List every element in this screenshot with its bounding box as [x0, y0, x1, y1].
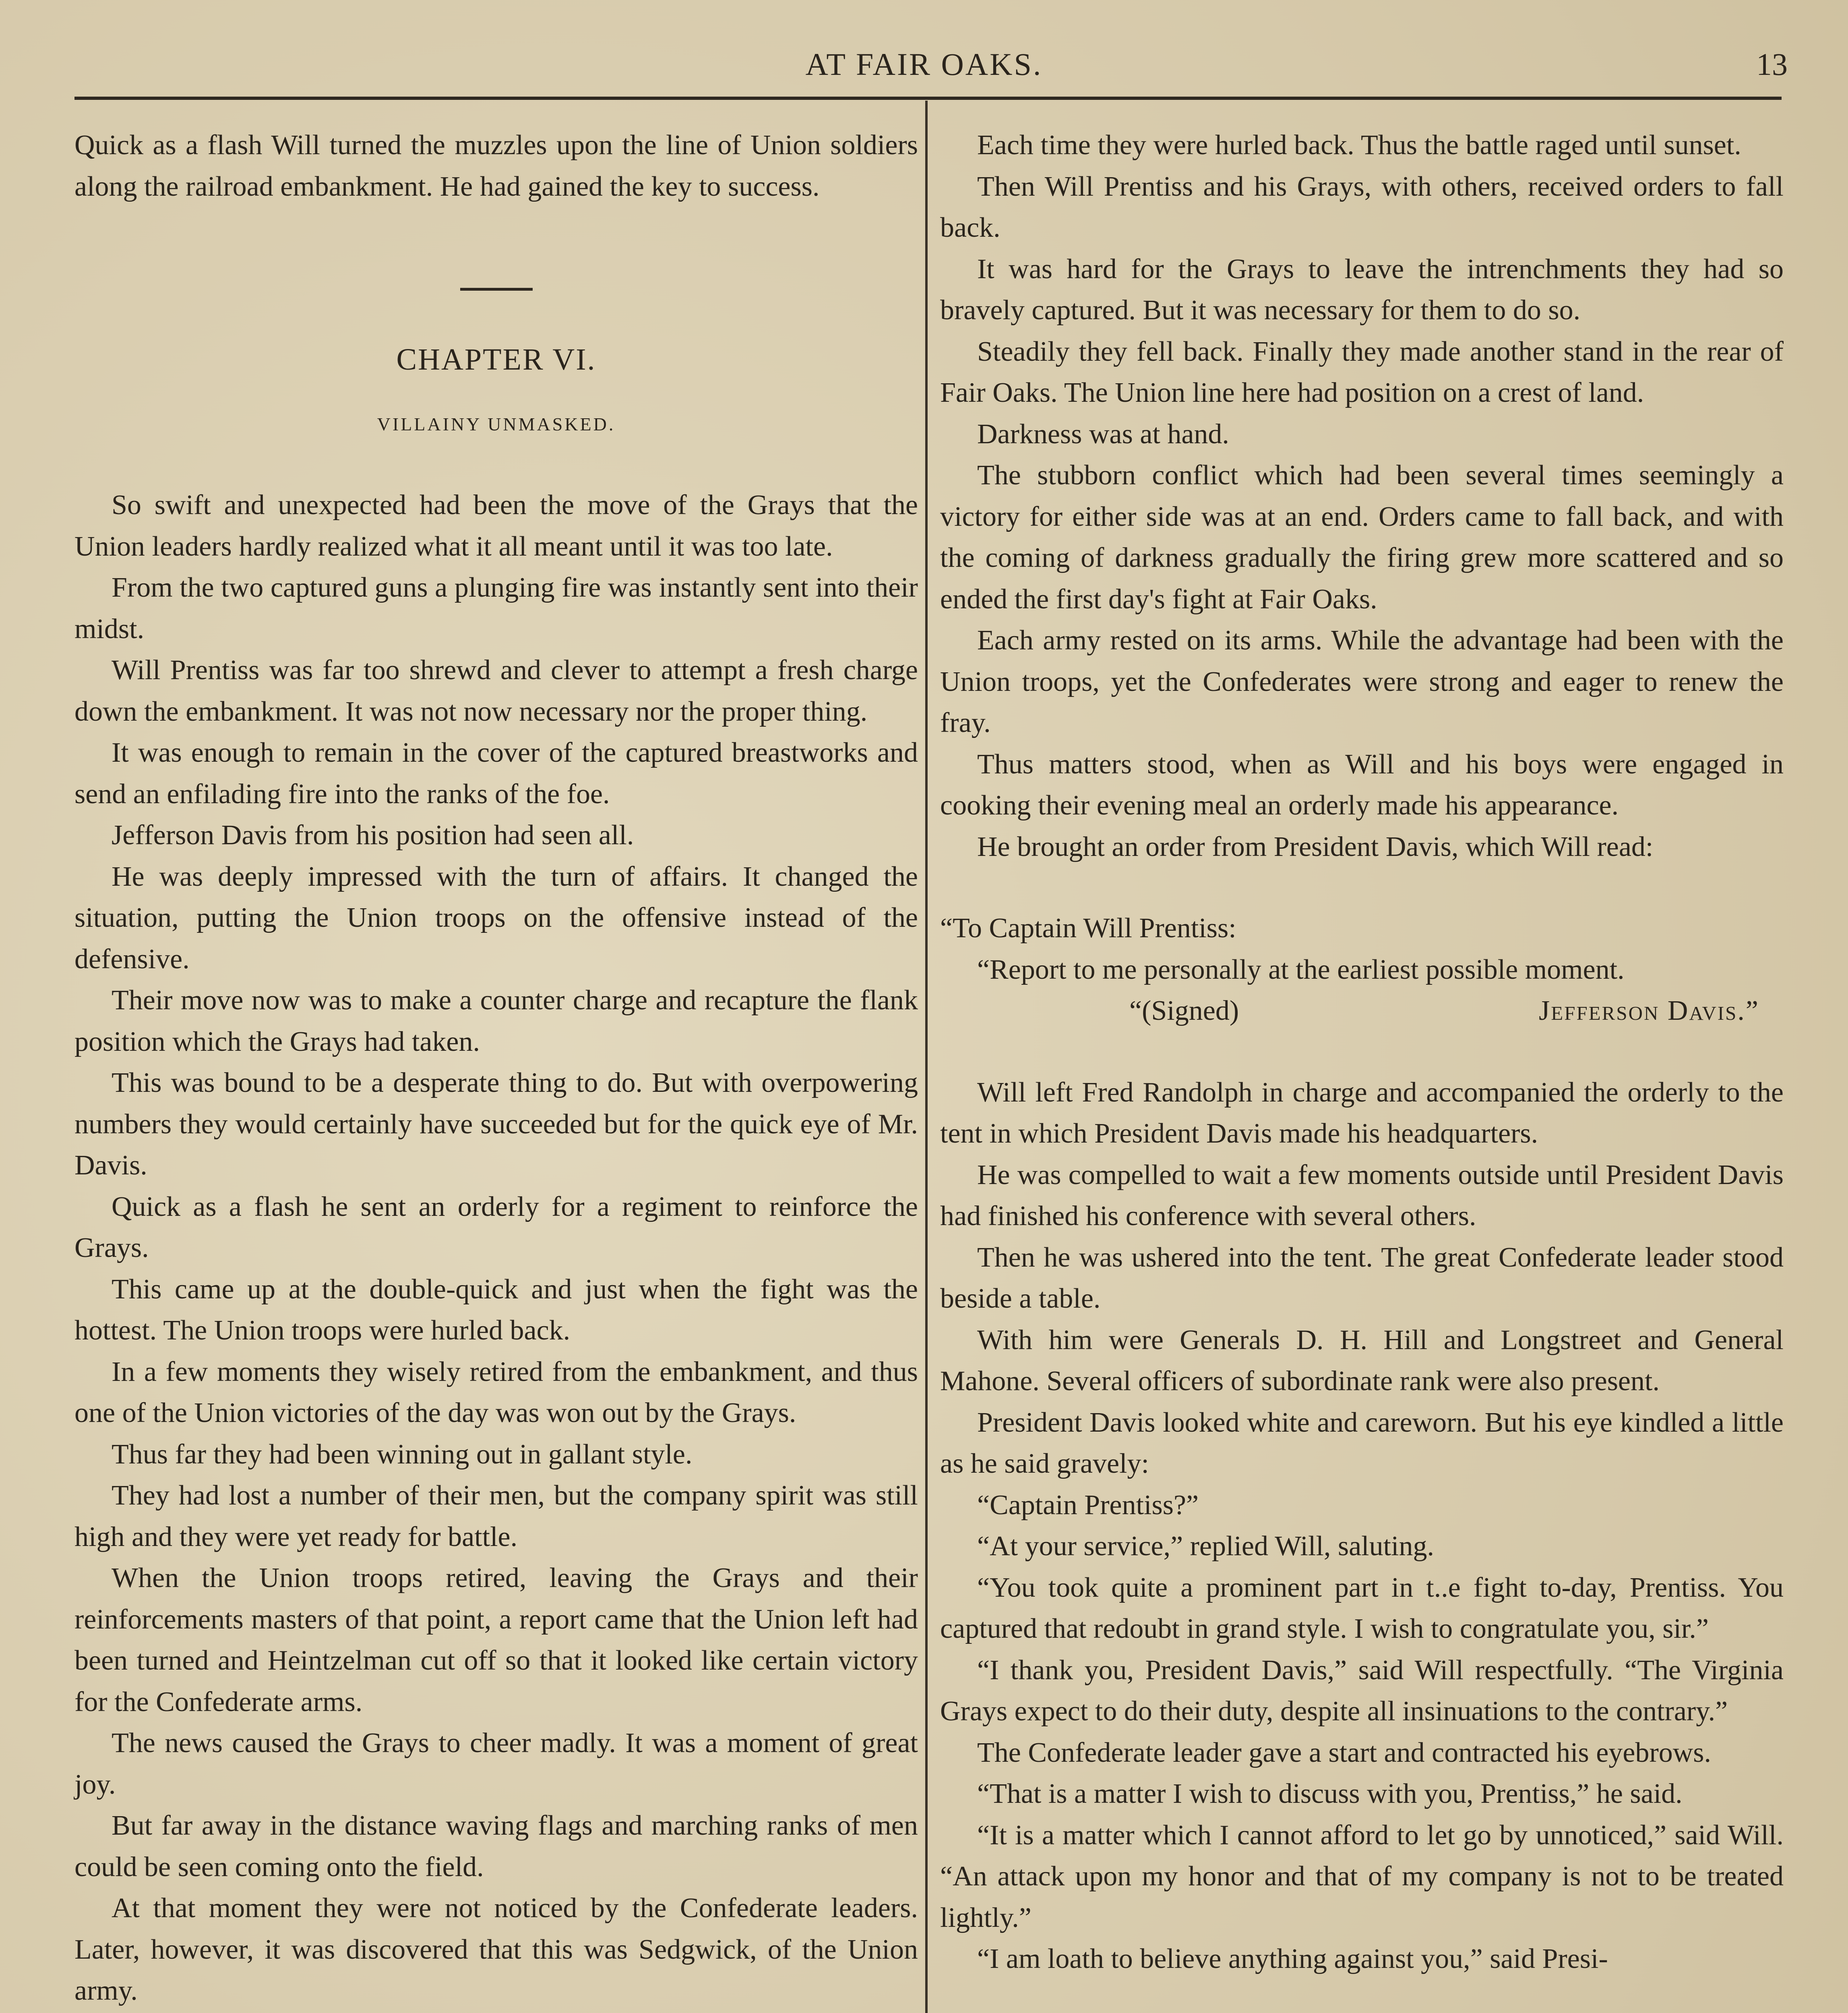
paragraph: “Captain Prentiss?”: [977, 1489, 1199, 1521]
paragraph: Then Will Prentiss and his Grays, with others, received orders to fall back.: [940, 171, 1784, 243]
paragraph: Thus matters stood, when as Will and his boys were engaged in cooking their evening meal an orderly made his appearance.: [940, 748, 1784, 821]
paragraph: Then he was ushered into the tent. The great Confederate leader stood beside a table.: [940, 1242, 1784, 1314]
paragraph: “That is a matter I wish to discuss with you, Prentiss,” he said.: [977, 1778, 1683, 1809]
paragraph: Quick as a flash he sent an orderly for a regiment to reinforce the Grays.: [74, 1191, 918, 1263]
paragraph: Thus far they had been winning out in gallant style.: [112, 1438, 692, 1470]
paragraph: With him were Generals D. H. Hill and Longstreet and General Mahone. Several officers of subordinate rank were also present.: [940, 1324, 1784, 1397]
letter-body: “Report to me personally at the earliest possible moment.: [977, 954, 1625, 985]
opening-paragraph: Quick as a flash Will turned the muzzles upon the line of Union soldiers along the railroad embankment. He had gained the key to success.: [74, 130, 918, 202]
paragraph: They had lost a number of their men, but the company spirit was still high and they were yet ready for battle.: [74, 1480, 918, 1552]
letter-signature: Jefferson Davis.”: [1539, 995, 1759, 1026]
paragraph: The news caused the Grays to cheer madly. It was a moment of great joy.: [74, 1728, 918, 1800]
paragraph: It was enough to remain in the cover of the captured breastworks and send an enfilading fire into the ranks of the foe.: [74, 737, 918, 810]
paragraph: President Davis looked white and careworn. But his eye kindled a little as he said gravely:: [940, 1407, 1784, 1479]
paragraph: Steadily they fell back. Finally they made another stand in the rear of Fair Oaks. The Union line here had position on a crest of land.: [940, 336, 1784, 408]
letter-block: [940, 908, 1784, 1032]
paragraph: Each time they were hurled back. Thus the battle raged until sunset.: [977, 130, 1741, 161]
paragraph: When the Union troops retired, leaving the Grays and their reinforcements masters of that point, a report came that the Union left had been turned and Heintzelman cut off so that it looked like certain victory for the Confederate arms.: [74, 1562, 918, 1717]
paragraph: At that moment they were not noticed by the Confederate leaders. Later, however, it was discovered that this was Sedgwick, of the Union army.: [74, 1893, 918, 2006]
paragraph: But far away in the distance waving flags and marching ranks of men could be seen coming onto the field.: [74, 1810, 918, 1883]
paragraph: The stubborn conflict which had been several times seemingly a victory for either side was at an end. Orders came to fall back, and with the coming of darkness gradually the firing grew more scattered and so ended the first day's fight at Fair Oaks.: [940, 460, 1784, 615]
paragraph: Their move now was to make a counter charge and recapture the flank position which the Grays had taken.: [74, 985, 918, 1057]
paragraph: “I am loath to believe anything against you,” said Presi-: [977, 1943, 1608, 1974]
letter-salutation: “To Captain Will Prentiss:: [940, 913, 1236, 944]
paragraph: Each army rested on its arms. While the advantage had been with the Union troops, yet the Confederates were strong and eager to renew the fray.: [940, 625, 1784, 738]
paragraph: “At your service,” replied Will, saluting.: [977, 1531, 1435, 1562]
paragraph: This came up at the double-quick and just when the fight was the hottest. The Union troops were hurled back.: [74, 1273, 918, 1346]
letter-signature-line: [940, 990, 1784, 1032]
left-column: [74, 125, 918, 2013]
paragraph: “It is a matter which I cannot afford to let go by unnoticed,” said Will. “An attack upon my honor and that of my company is not to be treated lightly.”: [940, 1819, 1784, 1933]
paragraph: [74, 2012, 918, 2013]
paragraph: “I thank you, President Davis,” said Will respectfully. “The Virginia Grays expect to do their duty, despite all insinuations to the contrary.”: [940, 1654, 1784, 1727]
paragraph: This was bound to be a desperate thing to do. But with overpowering numbers they would certainly have succeeded but for the quick eye of Mr. Davis.: [74, 1067, 918, 1181]
running-head: [0, 42, 1848, 87]
paragraph: The Confederate leader gave a start and contracted his eyebrows.: [977, 1737, 1712, 1768]
chapter-title: CHAPTER VI.: [396, 343, 596, 376]
paragraph: “You took quite a prominent part in t..e fight to-day, Prentiss. You captured that redoubt in grand style. I wish to congratulate you, sir.”: [940, 1572, 1784, 1644]
column-divider: [925, 101, 928, 2013]
paragraph: Darkness was at hand.: [977, 418, 1229, 450]
letter-spacer: [940, 868, 1784, 908]
letter-spacer: [940, 1032, 1784, 1072]
paragraph: He was deeply impressed with the turn of affairs. It changed the situation, putting the Union troops on the offensive instead of the defensive.: [74, 861, 918, 975]
paragraph: In a few moments they wisely retired from the embankment, and thus one of the Union victories of the day was won out by the Grays.: [74, 1356, 918, 1428]
chapter-subtitle: VILLAINY UNMASKED.: [377, 414, 616, 434]
paragraph: Will Prentiss was far too shrewd and clever to attempt a fresh charge down the embankment. It was not now necessary nor the proper thing.: [74, 655, 918, 727]
running-title: AT FAIR OAKS.: [805, 47, 1043, 82]
paragraph: He was compelled to wait a few moments outside until President Davis had finished his conference with several others.: [940, 1159, 1784, 1232]
right-column: [940, 125, 1784, 1980]
paragraph: From the two captured guns a plunging fire was instantly sent into their midst.: [74, 572, 918, 645]
header-rule: [74, 97, 1782, 100]
page-number: 13: [1756, 47, 1788, 82]
paragraph: So swift and unexpected had been the move of the Grays that the Union leaders hardly realized what it all meant until it was too late.: [74, 490, 918, 562]
paragraph: Jefferson Davis from his position had seen all.: [112, 820, 634, 851]
letter-signed-label: “(Signed): [1129, 995, 1239, 1026]
paragraph: Will left Fred Randolph in charge and accompanied the orderly to the tent in which President Davis made his headquarters.: [940, 1077, 1784, 1149]
section-rule: [460, 288, 533, 291]
paragraph: It was hard for the Grays to leave the intrenchments they had so bravely captured. But it was necessary for them to do so.: [940, 253, 1784, 326]
paragraph: He brought an order from President Davis, which Will read:: [977, 831, 1654, 862]
